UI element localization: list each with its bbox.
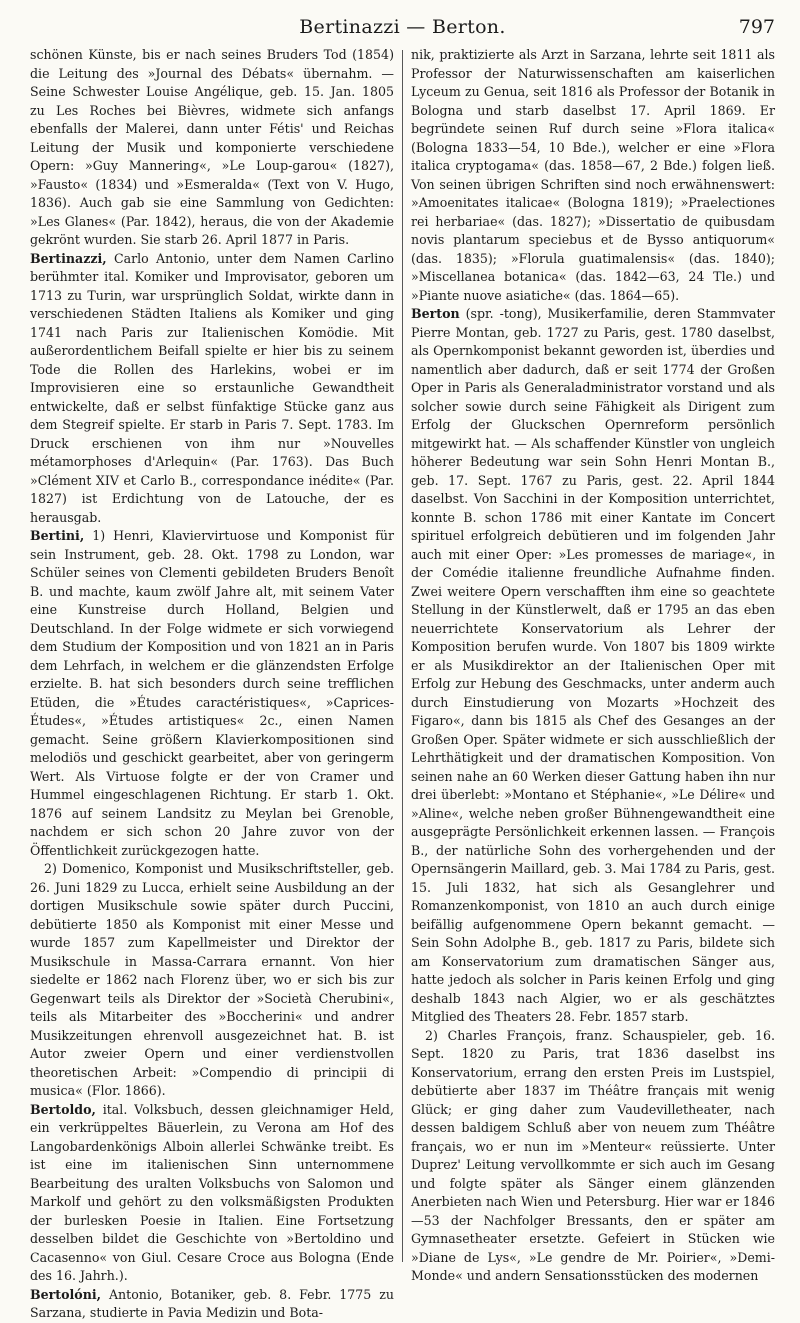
entry-text: 2) Charles François, franz. Schauspieler, geb. 16. Sept. 1820 zu Paris, trat 1836 daselbst ins Konservatorium, errang den ersten Preis im Lustspiel, debütierte aber 1837 im Théâtre français mit wenig Glück; er ging daher zum Vaudevilletheater, nach dessen baldigem Schluß aber von neuem zum Théâtre français, wo er nun im »Menteur« reüssierte. Unter Duprez' Leitung vervollkommte er sich auch im Gesang und folgte später als Sänger einem glänzenden Anerbieten nach Wien und Petersburg. Hier war er 1846—53 der Nachfolger Bressants, den er später am Gymnasetheater ersetzte. Gefeiert in Stücken wie »Diane de Lys«, »Le gendre de Mr. Poirier«, »Demi-Monde« und andern Sensationsstücken des modernen — [411, 1027, 775, 1283]
entry-text: ital. Volksbuch, dessen gleichnamiger Held, ein verkrüppeltes Bäuerlein, zu Verona am Hof des Langobardenkönigs Alboin allerlei Schwänke treibt. Es ist eine im italienischen Sinn unternommene Bearbeitung des uralten Volksbuchs von Salomon und Markolf und gehört zu den volksmäßigsten Produkten der burlesken Poesie in Italien. Eine Fortsetzung desselben bildet die Geschichte von »Bertoldino und Cacasenno« von Giul. Cesare Croce aus Bologna (Ende des 16. Jahrh.). — [30, 1101, 394, 1283]
entry-headword: Bertini, — [30, 528, 85, 543]
entry-headword: Bertoldo, — [30, 1101, 96, 1117]
text-paragraph — [30, 527, 394, 860]
column-divider — [402, 50, 403, 1262]
entry-text: 2) Domenico, Komponist und Musikschriftsteller, geb. 26. Juni 1829 zu Lucca, erhielt seine Ausbildung an der dortigen Musikschule sowie später durch Puccini, debütierte 1850 als Komponist mit einer Messe und wurde 1857 zum Kapellmeister und Direktor der Musikschule in Massa-Carrara ernannt. Von hier siedelte er 1862 nach Florenz über, wo er sich bis zur Gegenwart teils als Direktor der »Società Cherubini«, teils als Mitarbeiter des »Boccherini« und andrer Musikzeitungen ehrenvoll ausgezeichnet hat. B. ist Autor zweier Opern und einer verdienstvollen theoretischen Arbeit: »Compendio di principii di musica« (Flor. 1866). — [30, 861, 394, 1098]
text-paragraph — [411, 1027, 775, 1286]
entry-text: schönen Künste, bis er nach seines Bruders Tod (1854) die Leitung des »Journal des Débats« übernahm. — Seine Schwester Louise Angélique, geb. 15. Jan. 1805 zu Les Roches bei Bièvres, widmete sich anfangs ebenfalls der Malerei, dann unter Fétis' und Reichas Leitung der Musik und komponierte verschiedene Opern: »Guy Mannering«, »Le Loup-garou« (1827), »Fausto« (1834) und »Esmeralda« (Text von V. Hugo, 1836). Auch gab sie eine Sammlung von Gedichten: »Les Glanes« (Par. 1842), heraus, die von der Akademie gekrönt wurden. Sie starb 26. April 1877 in Paris. — [30, 47, 394, 247]
entry-headword: Bertinazzi, — [30, 250, 107, 266]
entry-text: 1) Henri, Klaviervirtuose und Komponist für sein Instrument, geb. 28. Okt. 1798 zu London, war Schüler seines von Clementi gebildeten Bruders Benoît B. und machte, kaum zwölf Jahre alt, mit seinem Vater eine Kunstreise durch Holland, Belgien und Deutschland. In der Folge widmete er sich vorwiegend dem Studium der Komposition und von 1821 an in Paris dem Lehrfach, in welchem er die glänzendsten Erfolge erzielte. B. hat sich besonders durch seine trefflichen Etüden, die »Études caractéristiques«, »Caprices-Études«, »Études artistiques« 2c., einen Namen gemacht. Seine größern Klavierkompositionen sind melodiös und geschickt gearbeitet, aber von geringerm Wert. Als Virtuose folgte er der von Cramer und Hummel eingeschlagenen Richtung. Er starb 1. Okt. 1876 auf seinem Landsitz zu Meylan bei Grenoble, nachdem er sich schon 20 Jahre zuvor von der Öffentlichkeit zurückgezogen hatte. — [30, 528, 394, 858]
text-paragraph — [411, 46, 775, 305]
page-header — [30, 14, 775, 46]
page-title: Bertinazzi — Berton. — [299, 16, 506, 38]
text-paragraph — [411, 305, 775, 1027]
entry-headword: Berton — [411, 306, 460, 321]
left-column — [30, 46, 394, 1320]
text-paragraph — [30, 1101, 394, 1286]
text-paragraph — [30, 1286, 394, 1323]
page-number: 797 — [738, 16, 775, 38]
entry-headword: Bertolóni, — [30, 1286, 102, 1302]
text-paragraph — [30, 46, 394, 250]
entry-text: nik, praktizierte als Arzt in Sarzana, lehrte seit 1811 als Professor der Naturwissenschaften am kaiserlichen Lyceum zu Genua, seit 1816 als Professor der Botanik in Bologna und starb daselbst 17. April 1869. Er begründete seinen Ruf durch seine »Flora italica« (Bologna 1833—54, 10 Bde.), welcher er eine »Flora italica cryptogama« (das. 1858—67, 2 Bde.) folgen ließ. Von seinen übrigen Schriften sind noch erwähnenswert: »Amoenitates italicae« (Bologna 1819); »Praelectiones rei herbariae« (das. 1827); »Dissertatio de quibusdam novis plantarum speciebus et de Bysso antiquorum« (das. 1835); »Florula guatimalensis« (das. 1840); »Miscellanea botanica« (das. 1842—63, 24 Tle.) und »Piante nuove asiatiche« (das. 1864—65). — [411, 47, 775, 303]
entry-text: Antonio, Botaniker, geb. 8. Febr. 1775 zu Sarzana, studierte in Pavia Medizin und Bota- — [30, 1286, 394, 1320]
entry-text: (spr. -tong), Musikerfamilie, deren Stammvater Pierre Montan, geb. 1727 zu Paris, gest. 1780 daselbst, als Opernkomponist bekannt geworden ist, überdies und namentlich aber dadurch, daß er seit 1774 der Großen Oper in Paris als Generaladministrator vorstand und als solcher sowie durch seine Fähigkeit als Dirigent zum Erfolg der Gluckschen Opernreform persönlich mitgewirkt hat. — Als schaffender Künstler von ungleich höherer Bedeutung war sein Sohn Henri Montan B., geb. 17. Sept. 1767 zu Paris, gest. 22. April 1844 daselbst. Von Sacchini in der Komposition unterrichtet, konnte B. schon 1786 mit einer Kantate im Concert spirituel erfolgreich debütieren und im folgenden Jahr auch mit einer Oper: »Les promesses de mariage«, in der Comédie italienne freundliche Aufnahme finden. Zwei weitere Opern verschafften ihm eine so geachtete Stellung in der Künstlerwelt, daß er 1795 an das eben neuerrichtete Konservatorium als Lehrer der Komposition berufen wurde. Von 1807 bis 1809 wirkte er als Musikdirektor an der Italienischen Oper mit Erfolg zur Hebung des Geschmacks, unter anderm auch durch Einstudierung von Mozarts »Hochzeit des Figaro«, dann bis 1815 als Chef des Gesanges an der Großen Oper. Später widmete er sich ausschließlich der Lehrthätigkeit und der dramatischen Komposition. Von seinen nahe an 60 Werken dieser Gattung haben ihn nur drei überlebt: »Montano et Stéphanie«, »Le Délire« und »Aline«, welche neben großer Bühnengewandtheit eine ausgeprägte Persönlichkeit erkennen lassen. — François B., der natürliche Sohn des vorhergehenden und der Opernsängerin Maillard, geb. 3. Mai 1784 zu Paris, gest. 15. Juli 1832, hat sich als Gesanglehrer und Romanzenkomponist, von 1810 an auch durch einige beifällig aufgenommene Opern bekannt gemacht. — Sein Sohn Adolphe B., geb. 1817 zu Paris, bildete sich am Konservatorium zum dramatischen Sänger aus, hatte jedoch als solcher in Paris keinen Erfolg und ging deshalb 1843 nach Algier, wo er als geschätztes Mitglied des Theaters 28. Febr. 1857 starb. — [411, 306, 775, 1024]
entry-text: Carlo Antonio, unter dem Namen Carlino berühmter ital. Komiker und Improvisator, geboren um 1713 zu Turin, war ursprünglich Soldat, wirkte dann in verschiedenen Städten Italiens als Komiker und ging 1741 nach Paris zur Italienischen Komödie. Mit außerordentlichem Beifall spielte er hier bis zu seinem Tode die Rollen des Harlekins, wobei er im Improvisieren eine so erstaunliche Gewandtheit entwickelte, daß er selbst fünfaktige Stücke ganz aus dem Stegreif spielte. Er starb in Paris 7. Sept. 1783. Im Druck erschienen von ihm nur »Nouvelles métamorphoses d'Arlequin« (Par. 1763). Das Buch »Clément XIV et Carlo B., correspondance inédite« (Par. 1827) ist Erdichtung von de Latouche, der es herausgab. — [30, 250, 394, 525]
text-paragraph — [30, 860, 394, 1101]
right-column — [411, 46, 775, 1283]
text-paragraph — [30, 250, 394, 528]
